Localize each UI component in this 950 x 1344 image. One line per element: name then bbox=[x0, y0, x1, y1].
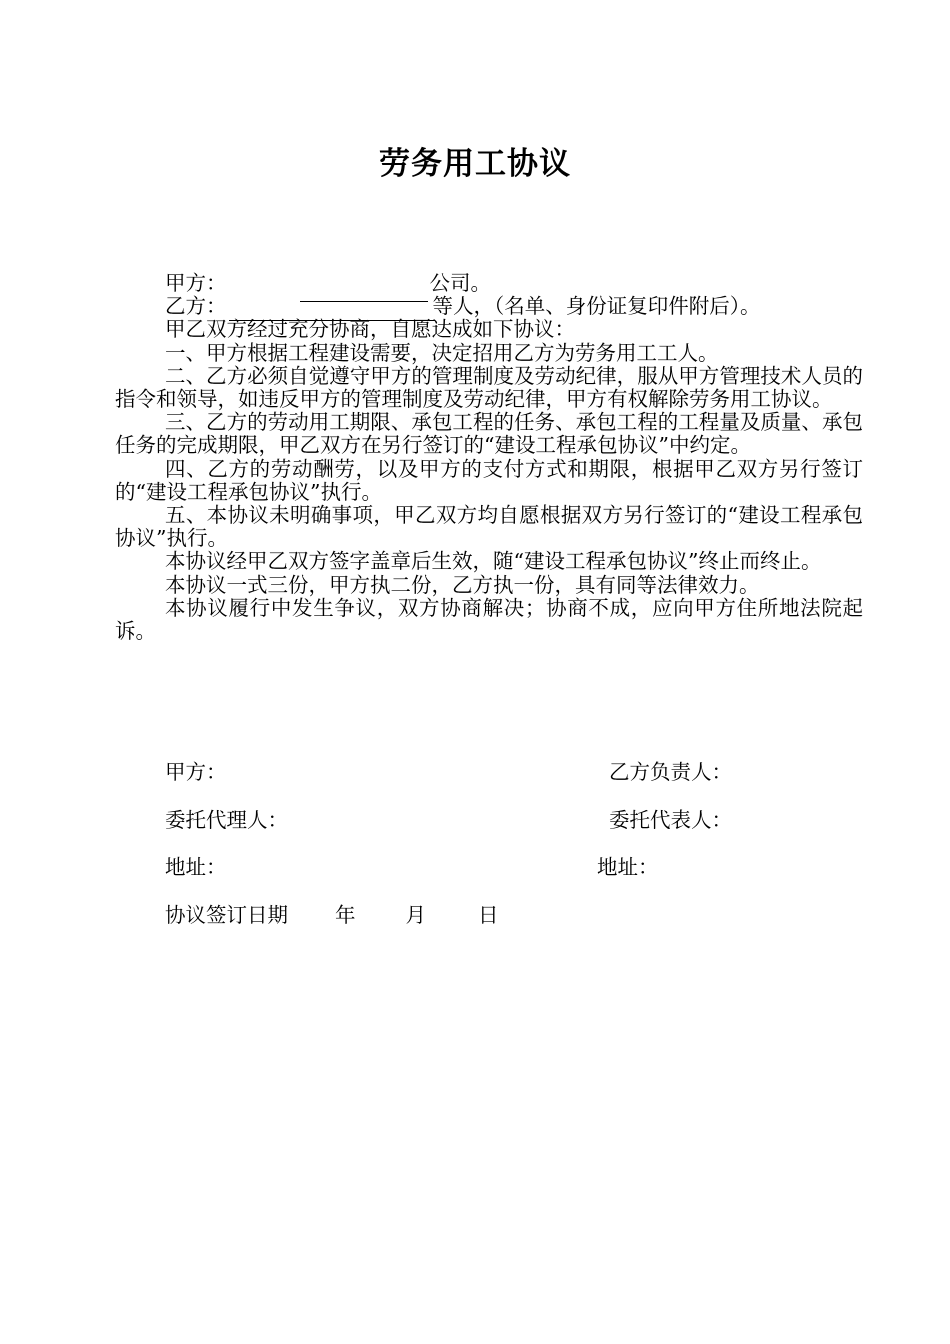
clause-copies: 本协议一式三份，甲方执二份，乙方执一份，具有同等法律效力。 bbox=[165, 572, 760, 597]
clause-5: 五、本协议未明确事项，甲乙双方均自愿根据双方另行签订的“建设工程承包协议”执行。 bbox=[115, 503, 863, 551]
clause-1: 一、甲方根据工程建设需要，决定招用乙方为劳务用工工人。 bbox=[165, 340, 719, 365]
date-day: 日 bbox=[478, 903, 499, 927]
party-b-suffix: 等人，（名单、身份证复印件附后）。 bbox=[432, 294, 761, 319]
date-label: 协议签订日期 bbox=[165, 903, 288, 927]
party-b-line bbox=[115, 295, 863, 318]
signature-address-b: 地址： bbox=[597, 855, 659, 879]
party-b-blank bbox=[227, 312, 433, 313]
signing-date bbox=[165, 898, 499, 928]
clause-effect: 本协议经甲乙双方签字盖章后生效，随“建设工程承包协议”终止而终止。 bbox=[165, 549, 822, 574]
date-year: 年 bbox=[335, 903, 356, 927]
clause-dispute: 本协议履行中发生争议，双方协商解决；协商不成，应向甲方住所地法院起诉。 bbox=[115, 595, 863, 644]
agreement-body bbox=[115, 272, 863, 643]
clause-4: 四、乙方的劳动酬劳，以及甲方的支付方式和期限，根据甲乙双方另行签订的“建设工程承包协议”执行。 bbox=[115, 456, 863, 504]
party-a-label: 甲方： bbox=[165, 271, 227, 295]
signature-agent-a: 委托代理人： bbox=[165, 808, 288, 832]
document-title: 劳务用工协议 bbox=[379, 146, 571, 182]
clause-3: 三、乙方的劳动用工期限、承包工程的任务、承包工程的工程量及质量、承包任务的完成期限，甲乙双方在另行签订的“建设工程承包协议”中约定。 bbox=[115, 410, 863, 458]
signature-address-a: 地址： bbox=[165, 855, 227, 879]
signature-agent-b: 委托代表人： bbox=[609, 808, 732, 832]
signature-party-a: 甲方： bbox=[165, 760, 227, 784]
clause-2: 二、乙方必须自觉遵守甲方的管理制度及劳动纪律，服从甲方管理技术人员的指令和领导，如违反甲方的管理制度及劳动纪律，甲方有权解除劳务用工协议。 bbox=[115, 363, 863, 412]
date-month: 月 bbox=[405, 903, 426, 927]
party-a-line bbox=[115, 272, 863, 295]
party-b-label: 乙方： bbox=[165, 294, 227, 319]
party-a-blank bbox=[227, 289, 287, 290]
party-a-suffix: 公司。 bbox=[429, 271, 491, 295]
signature-party-b-head: 乙方负责人： bbox=[609, 760, 732, 784]
clause-intro: 甲乙双方经过充分协商，自愿达成如下协议： bbox=[165, 317, 575, 342]
